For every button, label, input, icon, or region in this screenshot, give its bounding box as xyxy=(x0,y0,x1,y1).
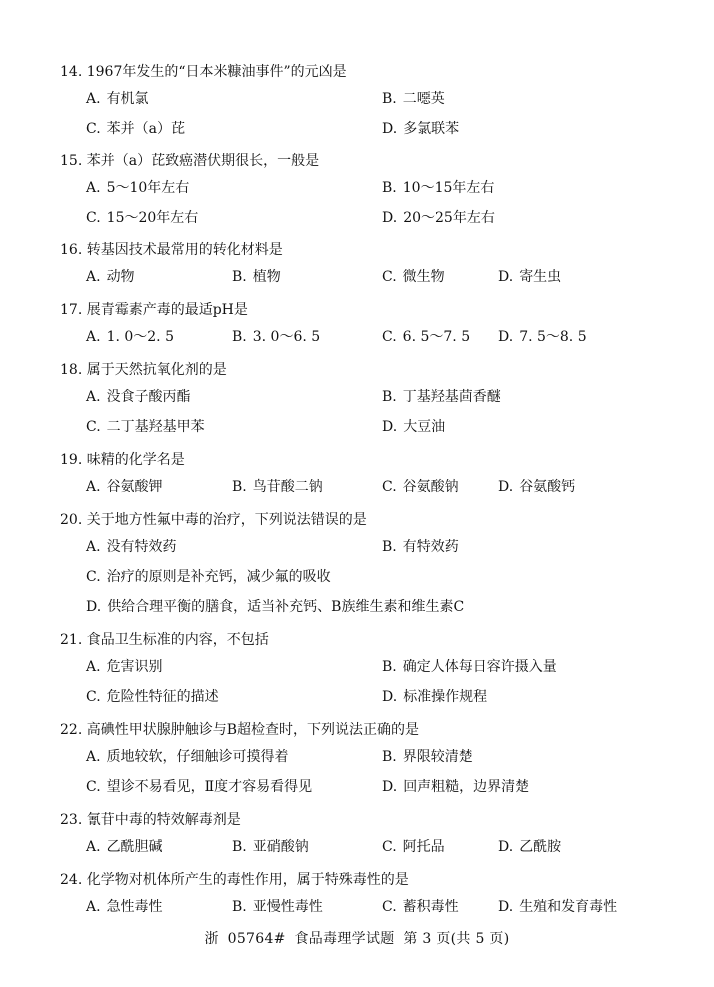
question-text: 苯并（a）芘致癌潜伏期很长，一般是 xyxy=(86,153,320,169)
option-letter: B. xyxy=(382,659,397,675)
option-text: 丁基羟基茴香醚 xyxy=(402,389,501,405)
option-letter: C. xyxy=(86,210,101,226)
option-a xyxy=(86,897,163,917)
option-d xyxy=(498,477,575,497)
footer-page-number: 第 3 页(共 5 页) xyxy=(403,931,510,947)
question-number: 16. xyxy=(60,242,83,258)
question-stem xyxy=(60,240,680,260)
option-letter: B. xyxy=(382,749,397,765)
option-row xyxy=(60,171,680,201)
option-row xyxy=(60,260,680,290)
question-number: 22. xyxy=(60,722,83,738)
option-text: 7. 5～8. 5 xyxy=(519,329,587,345)
option-text: 15～20年左右 xyxy=(106,210,199,226)
option-letter: B. xyxy=(232,839,247,855)
option-text: 有特效药 xyxy=(402,539,459,555)
question-19 xyxy=(60,450,680,500)
footer-code: 05764# xyxy=(227,931,286,947)
question-stem xyxy=(60,450,680,470)
option-letter: B. xyxy=(232,269,247,285)
option-d xyxy=(498,897,617,917)
option-c xyxy=(86,417,205,437)
option-text: 二噁英 xyxy=(402,91,445,107)
option-a xyxy=(86,178,189,198)
option-text: 有机氯 xyxy=(106,91,149,107)
question-text: 1967年发生的“日本米糠油事件”的元凶是 xyxy=(86,64,347,80)
option-text: 动物 xyxy=(106,269,135,285)
question-text: 高碘性甲状腺肿触诊与B超检查时，下列说法正确的是 xyxy=(86,722,420,738)
option-text: 3. 0～6. 5 xyxy=(252,329,321,345)
option-d xyxy=(382,687,487,707)
option-text: 鸟苷酸二钠 xyxy=(252,479,323,495)
option-letter: D. xyxy=(382,210,398,226)
option-d xyxy=(382,777,529,797)
option-text: 谷氨酸钙 xyxy=(519,479,576,495)
option-row xyxy=(60,410,680,440)
option-letter: C. xyxy=(86,419,101,435)
option-letter: B. xyxy=(382,539,397,555)
option-b xyxy=(382,537,459,557)
option-letter: D. xyxy=(498,479,514,495)
option-row xyxy=(60,380,680,410)
question-21 xyxy=(60,630,680,710)
option-letter: D. xyxy=(382,689,398,705)
option-row xyxy=(60,590,680,620)
option-row xyxy=(60,320,680,350)
option-row xyxy=(60,470,680,500)
option-letter: D. xyxy=(498,839,514,855)
question-17 xyxy=(60,300,680,350)
question-text: 展青霉素产毒的最适pH是 xyxy=(86,302,248,318)
option-letter: D. xyxy=(382,419,398,435)
question-22 xyxy=(60,720,680,800)
option-letter: C. xyxy=(86,779,101,795)
option-letter: A. xyxy=(86,329,101,345)
option-a xyxy=(86,837,163,857)
option-b xyxy=(232,897,323,917)
option-text: 大豆油 xyxy=(403,419,446,435)
option-b xyxy=(232,837,309,857)
question-text: 食品卫生标准的内容，不包括 xyxy=(86,632,269,648)
option-b xyxy=(382,657,557,677)
question-23 xyxy=(60,810,680,860)
question-stem xyxy=(60,151,680,171)
option-a xyxy=(86,747,289,767)
option-a xyxy=(86,327,174,347)
footer-subject: 食品毒理学试题 xyxy=(294,931,395,947)
option-d xyxy=(498,267,561,287)
option-text: 治疗的原则是补充钙，减少氟的吸收 xyxy=(106,569,331,585)
question-16 xyxy=(60,240,680,290)
option-c xyxy=(86,119,185,139)
option-b xyxy=(382,387,501,407)
option-letter: C. xyxy=(86,689,101,705)
question-text: 转基因技术最常用的转化材料是 xyxy=(86,242,283,258)
option-letter: D. xyxy=(498,899,514,915)
option-text: 回声粗糙，边界清楚 xyxy=(403,779,530,795)
option-a xyxy=(86,89,149,109)
option-row xyxy=(60,530,680,560)
option-text: 谷氨酸钠 xyxy=(402,479,459,495)
option-row xyxy=(60,560,680,590)
question-number: 19. xyxy=(60,452,83,468)
option-text: 质地较软，仔细触诊可摸得着 xyxy=(106,749,289,765)
option-text: 界限较清楚 xyxy=(402,749,473,765)
option-letter: A. xyxy=(86,91,101,107)
question-number: 23. xyxy=(60,812,83,828)
option-b xyxy=(382,747,473,767)
option-letter: B. xyxy=(232,329,247,345)
option-letter: C. xyxy=(86,569,101,585)
option-a xyxy=(86,657,163,677)
option-text: 乙酰胺 xyxy=(519,839,562,855)
option-text: 苯并（a）芘 xyxy=(106,121,186,137)
option-d xyxy=(498,837,561,857)
option-text: 阿托品 xyxy=(402,839,445,855)
footer-province: 浙 xyxy=(204,931,219,947)
question-stem xyxy=(60,630,680,650)
option-b xyxy=(232,267,281,287)
question-number: 24. xyxy=(60,872,83,888)
option-c xyxy=(86,687,219,707)
question-number: 21. xyxy=(60,632,83,648)
question-number: 15. xyxy=(60,153,83,169)
question-text: 味精的化学名是 xyxy=(86,452,185,468)
question-18 xyxy=(60,360,680,440)
option-letter: D. xyxy=(382,779,398,795)
question-number: 20. xyxy=(60,512,83,528)
option-letter: A. xyxy=(86,539,101,555)
option-c xyxy=(382,327,470,347)
option-text: 微生物 xyxy=(402,269,445,285)
option-d xyxy=(86,597,464,617)
option-text: 谷氨酸钾 xyxy=(106,479,163,495)
option-text: 1. 0～2. 5 xyxy=(106,329,174,345)
option-text: 没有特效药 xyxy=(106,539,177,555)
option-a xyxy=(86,537,177,557)
option-text: 没食子酸丙酯 xyxy=(106,389,191,405)
question-stem xyxy=(60,870,680,890)
question-text: 属于天然抗氧化剂的是 xyxy=(86,362,227,378)
option-text: 确定人体每日容许摄入量 xyxy=(402,659,557,675)
question-stem xyxy=(60,300,680,320)
option-a xyxy=(86,267,135,287)
option-text: 急性毒性 xyxy=(106,899,163,915)
option-letter: A. xyxy=(86,479,101,495)
question-stem xyxy=(60,810,680,830)
option-d xyxy=(382,417,445,437)
option-letter: C. xyxy=(382,269,397,285)
option-text: 望诊不易看见，Ⅱ度才容易看得见 xyxy=(106,779,313,795)
question-24 xyxy=(60,870,680,920)
option-text: 危害识别 xyxy=(106,659,163,675)
option-letter: A. xyxy=(86,899,101,915)
option-row xyxy=(60,201,680,231)
option-text: 6. 5～7. 5 xyxy=(402,329,471,345)
option-letter: A. xyxy=(86,389,101,405)
option-letter: A. xyxy=(86,180,101,196)
question-20 xyxy=(60,510,680,620)
option-row xyxy=(60,890,680,920)
option-row xyxy=(60,650,680,680)
option-d xyxy=(382,119,459,139)
option-letter: D. xyxy=(498,329,514,345)
option-c xyxy=(86,208,198,228)
option-letter: D. xyxy=(86,599,102,615)
option-text: 寄生虫 xyxy=(519,269,562,285)
option-text: 20～25年左右 xyxy=(403,210,495,226)
option-letter: A. xyxy=(86,659,101,675)
option-letter: A. xyxy=(86,269,101,285)
option-text: 10～15年左右 xyxy=(402,180,495,196)
question-stem xyxy=(60,62,680,82)
option-text: 供给合理平衡的膳食，适当补充钙、B族维生素和维生素C xyxy=(107,599,465,615)
option-text: 多氯联苯 xyxy=(403,121,460,137)
option-row xyxy=(60,82,680,112)
option-c xyxy=(86,777,312,797)
option-c xyxy=(382,837,445,857)
question-number: 18. xyxy=(60,362,83,378)
option-c xyxy=(86,567,331,587)
option-letter: C. xyxy=(382,839,397,855)
option-b xyxy=(232,477,323,497)
option-text: 亚慢性毒性 xyxy=(252,899,323,915)
option-letter: B. xyxy=(382,389,397,405)
option-text: 危险性特征的描述 xyxy=(106,689,219,705)
option-row xyxy=(60,740,680,770)
option-letter: D. xyxy=(382,121,398,137)
question-stem xyxy=(60,720,680,740)
option-text: 标准操作规程 xyxy=(403,689,488,705)
option-text: 蓄积毒性 xyxy=(402,899,459,915)
option-b xyxy=(382,178,494,198)
option-b xyxy=(232,327,320,347)
option-letter: B. xyxy=(382,91,397,107)
question-14 xyxy=(60,62,680,142)
option-letter: C. xyxy=(382,329,397,345)
question-15 xyxy=(60,151,680,231)
question-number: 17. xyxy=(60,302,83,318)
option-c xyxy=(382,477,459,497)
option-letter: B. xyxy=(232,899,247,915)
question-stem xyxy=(60,510,680,530)
option-text: 二丁基羟基甲苯 xyxy=(106,419,205,435)
question-text: 氰苷中毒的特效解毒剂是 xyxy=(86,812,241,828)
question-text: 关于地方性氟中毒的治疗，下列说法错误的是 xyxy=(86,512,367,528)
page-footer xyxy=(0,928,714,948)
option-text: 植物 xyxy=(252,269,281,285)
question-stem xyxy=(60,360,680,380)
question-text: 化学物对机体所产生的毒性作用，属于特殊毒性的是 xyxy=(86,872,409,888)
option-text: 乙酰胆碱 xyxy=(106,839,163,855)
option-row xyxy=(60,112,680,142)
option-letter: B. xyxy=(382,180,397,196)
option-a xyxy=(86,477,163,497)
option-row xyxy=(60,830,680,860)
option-text: 生殖和发育毒性 xyxy=(519,899,618,915)
option-d xyxy=(382,208,495,228)
option-b xyxy=(382,89,445,109)
option-letter: A. xyxy=(86,749,101,765)
option-row xyxy=(60,770,680,800)
option-letter: A. xyxy=(86,839,101,855)
option-letter: C. xyxy=(382,899,397,915)
option-letter: B. xyxy=(232,479,247,495)
option-letter: D. xyxy=(498,269,514,285)
option-letter: C. xyxy=(382,479,397,495)
option-a xyxy=(86,387,191,407)
option-row xyxy=(60,680,680,710)
question-number: 14. xyxy=(60,64,83,80)
option-letter: C. xyxy=(86,121,101,137)
option-c xyxy=(382,267,445,287)
option-c xyxy=(382,897,459,917)
option-text: 亚硝酸钠 xyxy=(252,839,309,855)
option-d xyxy=(498,327,587,347)
option-text: 5～10年左右 xyxy=(106,180,190,196)
